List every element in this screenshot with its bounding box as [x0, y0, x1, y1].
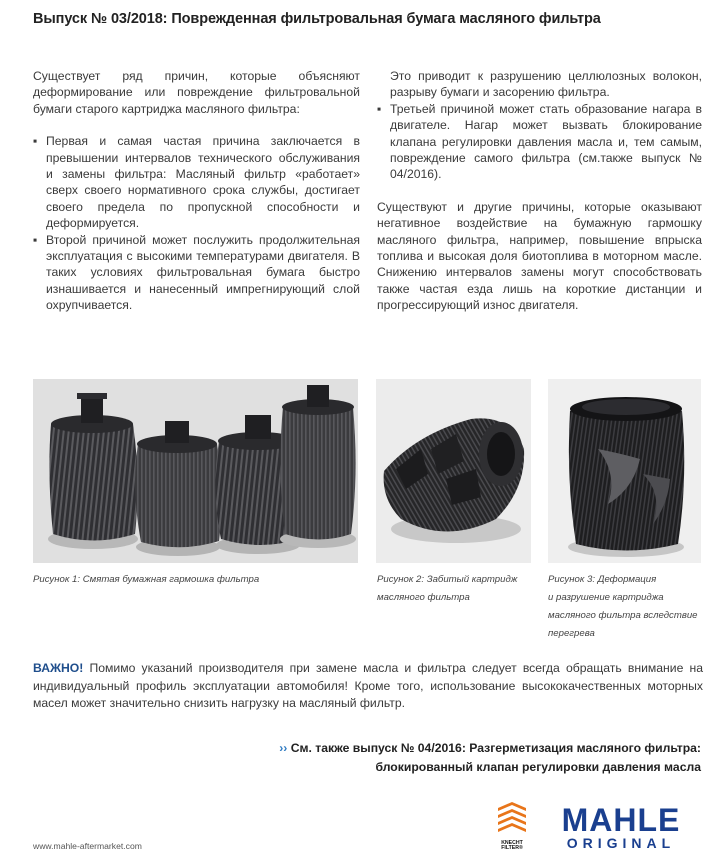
mahle-original-logo-icon	[546, 802, 696, 850]
see-also-line-2: блокированный клапан регулировки давления масла	[375, 760, 701, 774]
intro-paragraph: Существует ряд причин, которые объясняют деформирование или повреждение фильтровальной бумаги старого картриджа масляного фильтра:	[33, 69, 360, 116]
bullet-item-2	[33, 232, 360, 314]
original-wordmark: ORIGINAL	[566, 835, 676, 850]
bullet-text-2: Второй причиной может послужить продолжительная эксплуатация с высокими температурами двигателя. В таких условиях фильтровальная бумага быстро изнашивается и нанесенный импрегнирующий слой охрупчивается.	[46, 232, 360, 313]
continuation-text: Это приводит к разрушению целлюлозных волокон, разрыву бумаги и засорению фильтра.	[390, 69, 702, 100]
figure-3-caption: Рисунок 3: Деформация и разрушение картриджа масляного фильтра вследствие перегрева	[548, 574, 698, 639]
figure-deformed-cartridge	[548, 379, 701, 563]
brand-logos	[494, 802, 704, 852]
footer-url: www.mahle-aftermarket.com	[33, 841, 142, 851]
see-also-reference	[221, 739, 701, 777]
figure-1-caption: Рисунок 1: Смятая бумажная гармошка фильтра	[33, 574, 260, 585]
double-chevron-icon: ››	[279, 741, 288, 755]
left-column	[33, 68, 360, 314]
figure-2-caption: Рисунок 2: Забитый картридж масляного фильтра	[377, 574, 518, 603]
important-note	[33, 660, 703, 713]
filters-photo	[33, 379, 358, 563]
clogged-cartridge-photo	[376, 379, 531, 563]
page-title: Выпуск № 03/2018: Поврежденная фильтровальная бумага масляного фильтра	[33, 11, 601, 27]
other-causes-paragraph: Существуют и другие причины, которые оказывают негативное воздействие на бумажную гармошку масляного фильтра, например, повышение впрыска топлива и высокая доля биотоплива в моторном масле. Снижению интервалов замены могут способствовать также частая езда лишь на короткие дистанции и прогрессирующий износ двигателя.	[377, 199, 702, 313]
bullet-text-1: Первая и самая частая причина заключается в превышении интервалов технического обслуживания и замены фильтра: Масляный фильтр «работает» сверх своего нормативного срока службы, достигает своего предела по пропускной способности и деформируется.	[46, 134, 360, 231]
bullet-marker: ▪	[377, 101, 382, 116]
see-also-line-1: См. также выпуск № 04/2016: Разгерметизация масляного фильтра:	[287, 741, 701, 755]
bullet-item-3	[377, 101, 702, 183]
bullet-marker: ▪	[33, 134, 38, 149]
important-label: ВАЖНО!	[33, 661, 84, 675]
mahle-wordmark: MAHLE	[561, 802, 681, 838]
knecht-filter-wordmark: KNECHT FILTER®	[501, 840, 523, 852]
right-column	[377, 68, 702, 314]
bullet-marker: ▪	[33, 232, 38, 247]
bullet-item-1	[33, 133, 360, 231]
figure-crumpled-filters	[33, 379, 358, 563]
important-text: Помимо указаний производителя при замене масла и фильтра следует всегда обращать внимание на индивидуальный профиль эксплуатации автомобиля! Кроме того, использование высококачественных моторных масел может значительно снизить нагрузку на масляный фильтр.	[33, 661, 703, 710]
bullet-text-3: Третьей причиной может стать образование нагара в двигателе. Нагар может вызвать блокирование клапана регулировки давления масла и, тем самым, повреждение самого фильтра (см.также выпуск № 04/2016).	[390, 101, 702, 182]
figure-clogged-cartridge	[376, 379, 531, 563]
deformed-cartridge-photo	[548, 379, 701, 563]
